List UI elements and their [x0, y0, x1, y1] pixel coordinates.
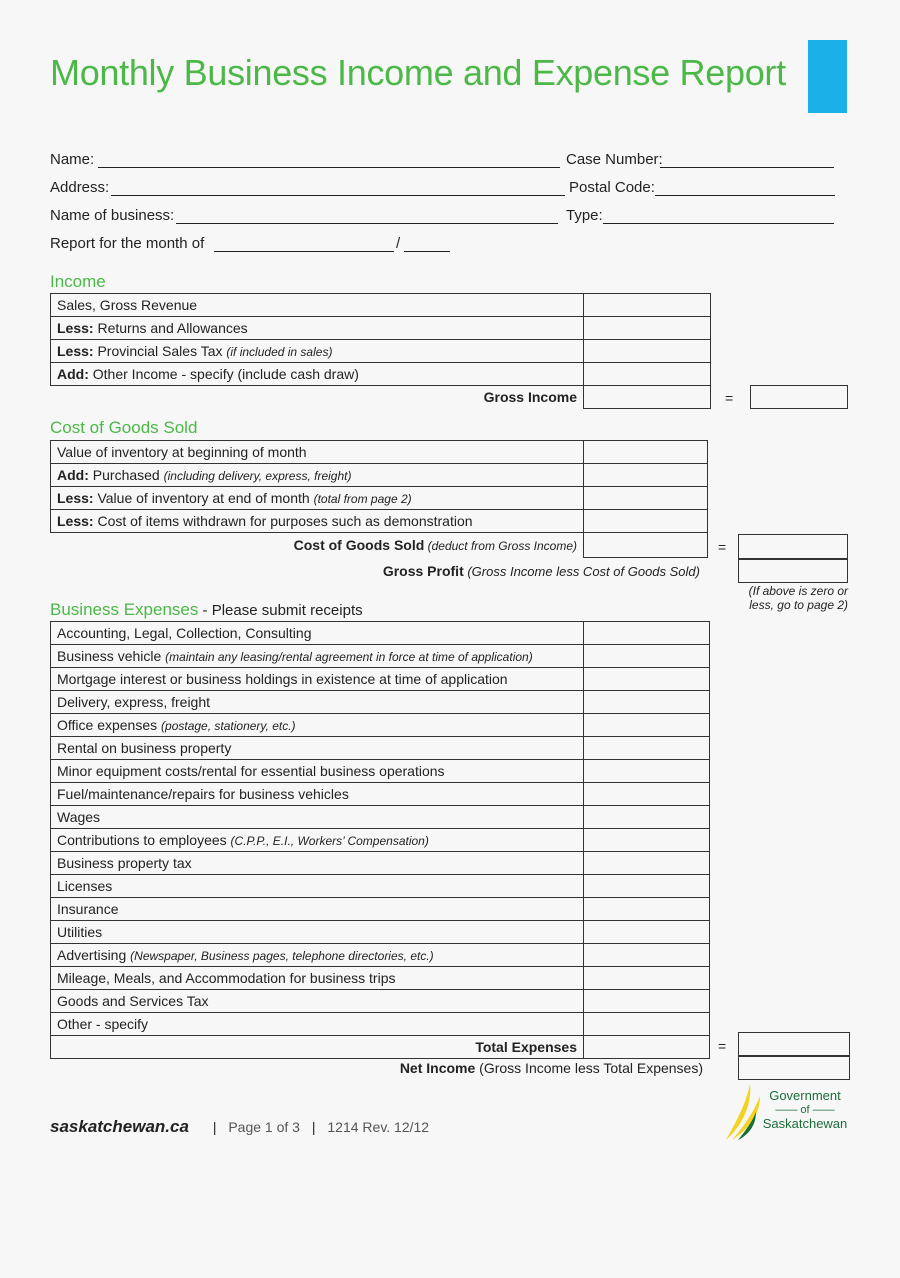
expenses-row-amount-cell[interactable] — [584, 622, 710, 645]
expenses-row-text: Utilities — [57, 924, 103, 940]
income-row-amount-cell[interactable] — [584, 294, 711, 317]
gross-profit-note: (Gross Income less Cost of Goods Sold) — [463, 564, 700, 579]
expenses-row-label — [51, 829, 584, 852]
gross-income-result-box[interactable] — [750, 385, 848, 409]
address-row — [50, 179, 850, 199]
total-expenses-cell[interactable] — [584, 1036, 710, 1059]
name-label: Name: — [50, 151, 95, 168]
expenses-row-text: Other - specify — [57, 1016, 149, 1032]
name-row — [50, 151, 850, 171]
address-label: Address: — [50, 179, 110, 196]
cogs-row — [51, 510, 708, 533]
income-row-note: (if included in sales) — [226, 345, 333, 359]
income-row — [51, 363, 711, 386]
cogs-total-note: (deduct from Gross Income) — [424, 539, 577, 553]
cogs-row-keyword: Less: — [57, 513, 94, 529]
cogs-table — [50, 440, 708, 558]
total-expenses-result-box[interactable] — [738, 1032, 850, 1057]
business-name-input-line[interactable] — [176, 223, 558, 224]
expenses-row-text: Mileage, Meals, and Accommodation for business trips — [57, 970, 396, 986]
expenses-row-text: Goods and Services Tax — [57, 993, 209, 1009]
expenses-heading-text: Business Expenses — [50, 600, 199, 619]
case-number-label: Case Number: — [566, 151, 663, 168]
cogs-total-cell[interactable] — [584, 533, 708, 558]
expenses-row-amount-cell[interactable] — [584, 921, 710, 944]
expenses-row-label — [51, 668, 584, 691]
income-row-amount-cell[interactable] — [584, 340, 711, 363]
cogs-row-text: Cost of items withdrawn for purposes such as demonstration — [93, 513, 473, 529]
expenses-row-amount-cell[interactable] — [584, 1013, 710, 1036]
expenses-row-label — [51, 852, 584, 875]
income-row-text: Provincial Sales Tax — [93, 343, 227, 359]
business-name-label: Name of business: — [50, 207, 175, 224]
income-row — [51, 317, 711, 340]
expenses-row-label — [51, 714, 584, 737]
report-month-row — [50, 235, 470, 255]
cogs-row-keyword: Add: — [57, 467, 89, 483]
cogs-row-text: Purchased — [88, 467, 164, 483]
expenses-row-amount-cell[interactable] — [584, 760, 710, 783]
net-income-label — [400, 1060, 703, 1076]
net-income-note: (Gross Income less Total Expenses) — [475, 1060, 703, 1076]
cogs-row-label — [51, 464, 584, 487]
income-table — [50, 293, 711, 409]
cogs-row — [51, 464, 708, 487]
expenses-row-text: Licenses — [57, 878, 113, 894]
cogs-row-amount-cell[interactable] — [584, 487, 708, 510]
expenses-row-label — [51, 990, 584, 1013]
expenses-row — [51, 783, 710, 806]
case-number-input-line[interactable] — [660, 167, 834, 168]
expenses-row — [51, 944, 710, 967]
cogs-total-label — [51, 533, 584, 558]
expenses-row — [51, 806, 710, 829]
blue-tab-decoration — [808, 40, 847, 113]
cogs-row-note: (including delivery, express, freight) — [163, 469, 352, 483]
expenses-row-text: Rental on business property — [57, 740, 232, 756]
income-row-label — [51, 317, 584, 340]
expenses-row — [51, 668, 710, 691]
expenses-row-amount-cell[interactable] — [584, 714, 710, 737]
income-row-text: Sales, Gross Revenue — [57, 297, 198, 313]
expenses-row-label — [51, 806, 584, 829]
report-month-label: Report for the month of — [50, 235, 205, 252]
expenses-row-amount-cell[interactable] — [584, 944, 710, 967]
expenses-row-text: Advertising — [57, 947, 131, 963]
expenses-heading — [50, 600, 363, 620]
expenses-row-amount-cell[interactable] — [584, 898, 710, 921]
name-input-line[interactable] — [98, 167, 560, 168]
gov-logo-of: of — [800, 1104, 810, 1116]
address-input-line[interactable] — [111, 195, 565, 196]
expenses-row-amount-cell[interactable] — [584, 967, 710, 990]
cogs-row-text: Value of inventory at end of month — [93, 490, 314, 506]
cogs-equals: = — [718, 539, 727, 555]
gross-income-equals: = — [725, 390, 734, 406]
cogs-total-row — [51, 533, 708, 558]
expenses-row-amount-cell[interactable] — [584, 852, 710, 875]
cogs-row-amount-cell[interactable] — [584, 510, 708, 533]
expenses-row-label — [51, 967, 584, 990]
cogs-row-text: Value of inventory at beginning of month — [57, 444, 307, 460]
total-expenses-label: Total Expenses — [51, 1036, 584, 1059]
expenses-row-amount-cell[interactable] — [584, 737, 710, 760]
expenses-row-text: Business property tax — [57, 855, 192, 871]
total-expenses-row — [51, 1036, 710, 1059]
expenses-row-amount-cell[interactable] — [584, 990, 710, 1013]
expenses-row-amount-cell[interactable] — [584, 691, 710, 714]
expenses-row-label — [51, 1013, 584, 1036]
expenses-row-label — [51, 875, 584, 898]
net-income-label-text: Net Income — [399, 1060, 476, 1076]
expenses-row-label — [51, 898, 584, 921]
gross-income-row — [51, 386, 711, 409]
gross-profit-label — [383, 563, 700, 579]
gross-income-cell[interactable] — [584, 386, 711, 409]
business-name-row — [50, 207, 850, 227]
expenses-row — [51, 852, 710, 875]
expenses-row-note: (maintain any leasing/rental agreement in force at time of application) — [165, 650, 533, 664]
total-expenses-equals: = — [718, 1038, 727, 1054]
income-row-keyword: Less: — [57, 320, 94, 336]
expenses-row-label — [51, 783, 584, 806]
expenses-row-label — [51, 622, 584, 645]
income-row — [51, 340, 711, 363]
expenses-row — [51, 990, 710, 1013]
expenses-row-label — [51, 737, 584, 760]
expenses-row-text: Minor equipment costs/rental for essential business operations — [57, 763, 445, 779]
expenses-row — [51, 829, 710, 852]
expenses-row-note: (Newspaper, Business pages, telephone directories, etc.) — [130, 949, 434, 963]
postal-code-label: Postal Code: — [569, 179, 655, 196]
expenses-row — [51, 760, 710, 783]
expenses-row — [51, 714, 710, 737]
net-income-result-box[interactable] — [738, 1055, 850, 1080]
expenses-row — [51, 875, 710, 898]
page-title: Monthly Business Income and Expense Report — [50, 52, 786, 93]
footer-form-number: 1214 Rev. 12/12 — [327, 1119, 430, 1135]
footer-site: saskatchewan.ca — [50, 1117, 189, 1136]
expenses-row-amount-cell[interactable] — [584, 806, 710, 829]
income-row-text: Other Income - specify (include cash draw) — [88, 366, 359, 382]
expenses-row — [51, 622, 710, 645]
expenses-row — [51, 921, 710, 944]
gross-income-label: Gross Income — [483, 389, 577, 406]
report-month-input-line[interactable] — [214, 251, 394, 252]
income-row-keyword: Add: — [57, 366, 89, 382]
expenses-row-text: Fuel/maintenance/repairs for business vehicles — [57, 786, 349, 802]
gross-profit-label-text: Gross Profit — [382, 563, 464, 579]
income-row-label — [51, 294, 584, 317]
cogs-row-keyword: Less: — [57, 490, 94, 506]
expenses-row — [51, 967, 710, 990]
type-label: Type: — [566, 207, 603, 224]
gov-logo-line1: Government — [769, 1088, 841, 1103]
footer-separator-2: | — [311, 1119, 316, 1135]
expenses-row-text: Accounting, Legal, Collection, Consulting — [57, 625, 312, 641]
cogs-heading: Cost of Goods Sold — [50, 418, 198, 437]
expenses-row-label — [51, 645, 584, 668]
footer — [50, 1117, 429, 1137]
income-row — [51, 294, 711, 317]
income-row-label — [51, 340, 584, 363]
income-row-label — [51, 363, 584, 386]
expenses-row-text: Mortgage interest or business holdings in existence at time of application — [57, 671, 508, 687]
expenses-row-text: Business vehicle — [57, 648, 166, 664]
income-heading: Income — [50, 272, 106, 291]
expenses-subheading: - Please submit receipts — [198, 602, 363, 619]
expenses-row-text: Wages — [57, 809, 101, 825]
income-row-text: Returns and Allowances — [93, 320, 248, 336]
expenses-row-label — [51, 921, 584, 944]
expenses-row-amount-cell[interactable] — [584, 783, 710, 806]
month-year-slash: / — [396, 235, 401, 252]
expenses-row-label — [51, 691, 584, 714]
cogs-row — [51, 487, 708, 510]
income-row-keyword: Less: — [57, 343, 94, 359]
cogs-row-label — [51, 441, 584, 464]
cogs-row-amount-cell[interactable] — [584, 464, 708, 487]
postal-code-input-line[interactable] — [655, 195, 835, 196]
gov-logo-line2: —— of —— — [775, 1104, 835, 1116]
footer-separator: | — [212, 1119, 217, 1135]
expenses-row-label — [51, 944, 584, 967]
cogs-row-amount-cell[interactable] — [584, 441, 708, 464]
gov-logo-line3: Saskatchewan — [762, 1116, 848, 1131]
income-row-amount-cell[interactable] — [584, 317, 711, 340]
expenses-row-note: (postage, stationery, etc.) — [161, 719, 296, 733]
cogs-row-label — [51, 487, 584, 510]
income-row-amount-cell[interactable] — [584, 363, 711, 386]
expenses-row-text: Insurance — [57, 901, 119, 917]
cogs-row — [51, 441, 708, 464]
expenses-row-amount-cell[interactable] — [584, 829, 710, 852]
gov-logo-text — [760, 1089, 850, 1131]
type-input-line[interactable] — [603, 223, 834, 224]
cogs-row-label — [51, 510, 584, 533]
expenses-row — [51, 691, 710, 714]
expenses-row-text: Office expenses — [57, 717, 162, 733]
expenses-row-amount-cell[interactable] — [584, 645, 710, 668]
expenses-row-amount-cell[interactable] — [584, 875, 710, 898]
expenses-row — [51, 737, 710, 760]
expenses-row — [51, 645, 710, 668]
cogs-row-note: (total from page 2) — [313, 492, 412, 506]
expenses-row — [51, 1013, 710, 1036]
cogs-result-box[interactable] — [738, 534, 848, 560]
expenses-table — [50, 621, 710, 1059]
expenses-row-text: Delivery, express, freight — [57, 694, 211, 710]
expenses-row — [51, 898, 710, 921]
expenses-row-amount-cell[interactable] — [584, 668, 710, 691]
zero-note: (If above is zero or less, go to page 2) — [748, 584, 848, 612]
expenses-row-label — [51, 760, 584, 783]
expenses-row-text: Contributions to employees — [57, 832, 231, 848]
report-year-input-line[interactable] — [404, 251, 450, 252]
gross-profit-result-box[interactable] — [738, 558, 848, 583]
expenses-row-note: (C.P.P., E.I., Workers’ Compensation) — [230, 834, 429, 848]
footer-page: Page 1 of 3 — [228, 1119, 300, 1135]
cogs-total-label-text: Cost of Goods Sold — [293, 537, 425, 553]
